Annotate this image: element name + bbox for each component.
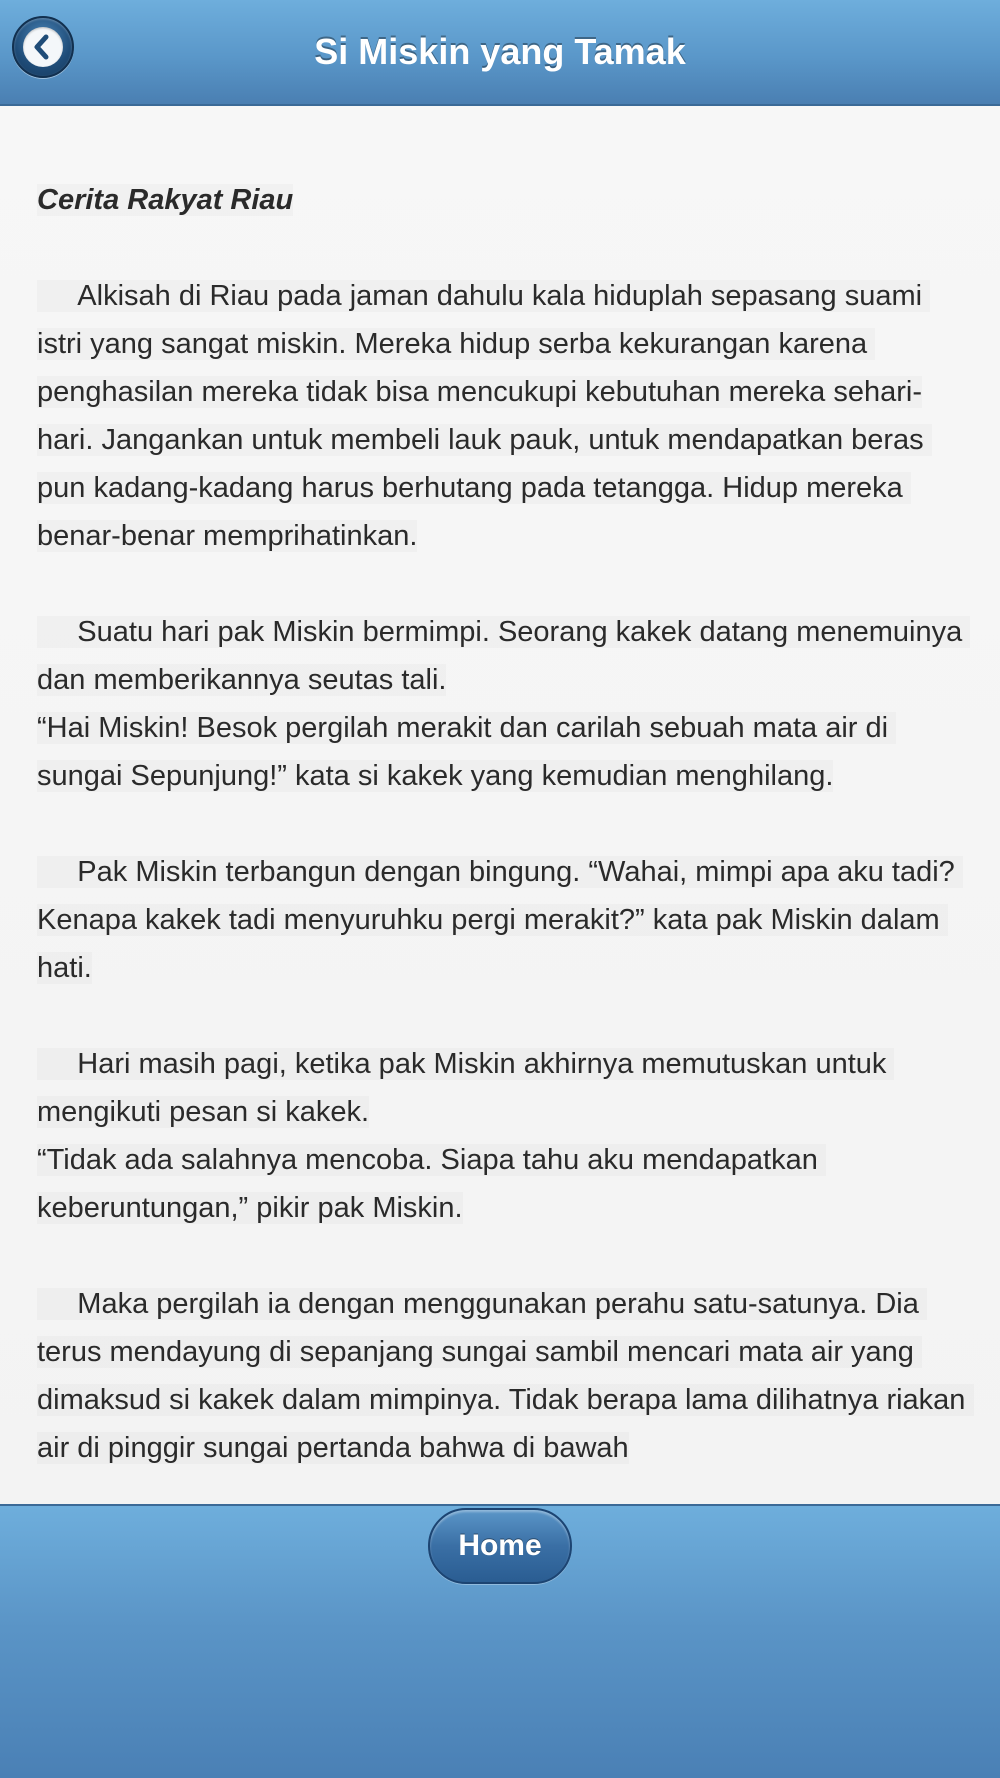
story-paragraph-text: Hari masih pagi, ketika pak Miskin akhirnya memutuskan untuk mengikuti pesan si kakek. “Tidak ada salahnya mencoba. Siapa tahu aku mendapatkan keberuntungan,” pikir pak Miskin. bbox=[37, 1048, 894, 1224]
story-paragraph-text: Maka pergilah ia dengan menggunakan perahu satu-satunya. Dia terus mendayung di sepanjang sungai sambil mencari mata air yang dimaksud si kakek dalam mimpinya. Tidak berapa lama dilihatnya riakan air di pinggir sungai pertanda bahwa di bawah bbox=[37, 1288, 974, 1464]
story-body bbox=[37, 176, 974, 1504]
story-paragraph-1 bbox=[37, 272, 967, 560]
page-title: Si Miskin yang Tamak bbox=[314, 31, 686, 72]
story-paragraph-text: Pak Miskin terbangun dengan bingung. “Wahai, mimpi apa aku tadi? Kenapa kakek tadi menyuruhku pergi merakit?” kata pak Miskin dalam hati. bbox=[37, 856, 963, 984]
back-button[interactable] bbox=[12, 16, 74, 78]
story-paragraph-text: Alkisah di Riau pada jaman dahulu kala hiduplah sepasang suami istri yang sangat miskin. Mereka hidup serba kekurangan karena penghasilan mereka tidak bisa mencukupi kebutuhan mereka sehari-hari. Jangankan untuk membeli lauk pauk, untuk mendapatkan beras pun kadang-kadang harus berhutang pada tetangga. Hidup mereka benar-benar memprihatinkan. bbox=[37, 280, 932, 552]
story-paragraph-5 bbox=[37, 1280, 974, 1472]
story-paragraph-4 bbox=[37, 1040, 967, 1232]
home-button[interactable]: Home bbox=[428, 1508, 572, 1584]
bottom-bar bbox=[0, 1504, 1000, 1778]
chevron-left-icon bbox=[23, 27, 63, 67]
top-nav-bar bbox=[0, 0, 1000, 106]
story-paragraph-2 bbox=[37, 608, 967, 800]
story-paragraph-3 bbox=[37, 848, 967, 992]
story-scroll-area[interactable] bbox=[0, 106, 1000, 1504]
story-subtitle bbox=[37, 176, 967, 224]
story-subtitle-text: Cerita Rakyat Riau bbox=[37, 184, 294, 216]
story-paragraph-text: Suatu hari pak Miskin bermimpi. Seorang kakek datang menemuinya dan memberikannya seutas tali. “Hai Miskin! Besok pergilah merakit dan carilah sebuah mata air di sungai Sepunjung!” kata si kakek yang kemudian menghilang. bbox=[37, 616, 970, 792]
